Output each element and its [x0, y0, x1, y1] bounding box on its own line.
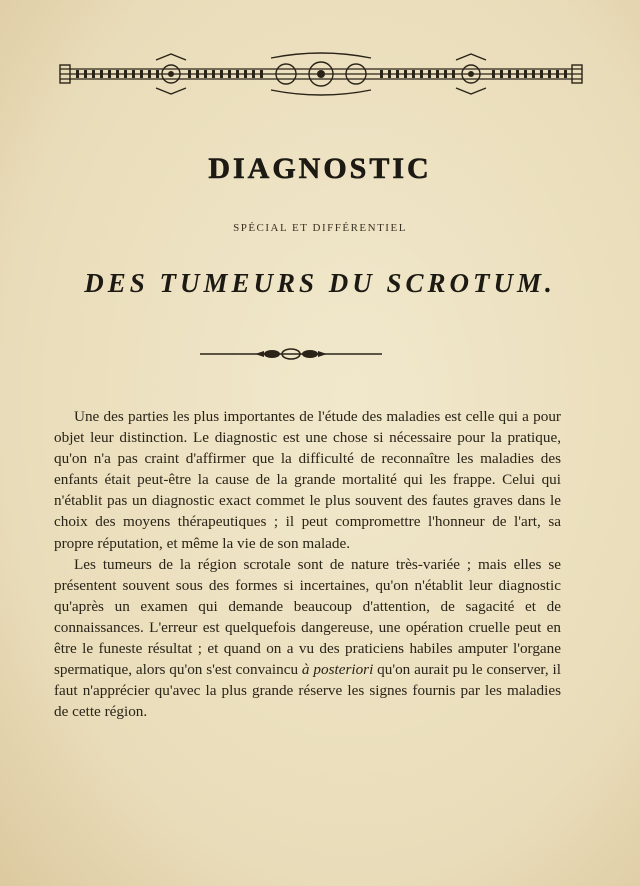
- paragraph-text: Les tumeurs de la région scrotale sont de nature très-variée ; mais elles se présentent souvent sous des formes si incertaines, qu'on n'établit leur diagnostic qu'après un examen qui demande beaucoup d'attention, de sagacité et de connaissances. L'erreur est quelquefois dangereuse, une opération cruelle peut en être le funeste résultat ; et quand on a vu des praticiens habiles amputer l'organe spermatique, alors qu'on s'est convaincu: [54, 555, 561, 679]
- decorative-header-ornament: [56, 52, 586, 96]
- page-heading: DES TUMEURS DU SCROTUM.: [84, 268, 556, 298]
- page-subtitle: SPÉCIAL ET DIFFÉRENTIEL: [233, 222, 407, 234]
- paragraph-text: qu'on aurait pu le conserver, il faut n'apprécier qu'avec la plus grande réserve les signes fournis par les maladies de cette région.: [54, 661, 561, 721]
- decorative-rule: [200, 346, 382, 362]
- paragraph: Une des parties les plus importantes de l'étude des maladies est celle qui a pour objet leur distinction. Le diagnostic est une chose si nécessaire pour la pratique, qu'on n'a pas craint d'affirmer que la difficulté de reconnaître les maladies des enfants était peut-être la cause de la grande mortalité qui les frappe. Celui qui n'établit pas un diagnostic exact commet le plus souvent des fautes graves dans le choix des moyens thérapeutiques ; il peut compromettre l'honneur de l'art, sa propre réputation, et même la vie de son malade.: [54, 408, 561, 552]
- paragraph: [54, 554, 561, 723]
- italic-phrase: à posteriori: [301, 661, 374, 679]
- page-title: DIAGNOSTIC: [208, 152, 432, 185]
- body-text: [54, 406, 561, 722]
